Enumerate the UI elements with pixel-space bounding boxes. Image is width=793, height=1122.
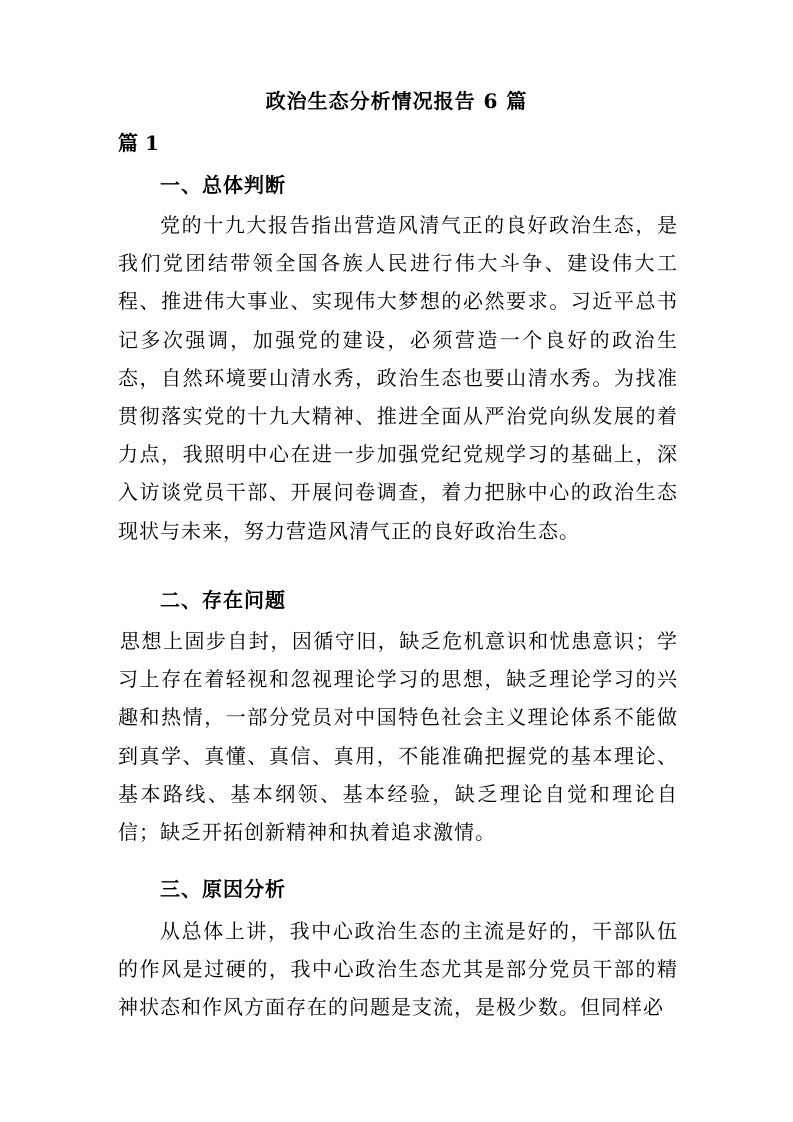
- chapter-label: 篇 1: [118, 131, 159, 155]
- section-paragraph-cause-analysis: 从总体上讲，我中心政治生态的主流是好的，干部队伍的作风是过硬的，我中心政治生态尤其是部分党员干部的精神状态和作风方面存在的问题是支流，是极少数。但同样必: [118, 919, 678, 1020]
- section-paragraph-existing-problems: 思想上固步自封，因循守旧，缺乏危机意识和忧患意识；学习上存在着轻视和忽视理论学习的思想，缺乏理论学习的兴趣和热情，一部分党员对中国特色社会主义理论体系不能做到真学、真懂、真信、真用，不能准确把握党的基本理论、基本路线、基本纲领、基本经验，缺乏理论自觉和理论自信；缺乏开拓创新精神和执着追求激情。: [118, 629, 678, 845]
- section-paragraph-overall-judgment: 党的十九大报告指出营造风清气正的良好政治生态，是我们党团结带领全国各族人民进行伟大斗争、建设伟大工程、推进伟大事业、实现伟大梦想的必然要求。习近平总书记多次强调，加强党的建设，必须营造一个良好的政治生态，自然环境要山清水秀，政治生态也要山清水秀。为找准贯彻落实党的十九大精神、推进全面从严治党向纵发展的着力点，我照明中心在进一步加强党纪党规学习的基础上，深入访谈党员干部、开展问卷调查，着力把脉中心的政治生态现状与未来，努力营造风清气正的良好政治生态。: [118, 213, 678, 543]
- section-heading-overall-judgment: 一、总体判断: [160, 173, 286, 197]
- section-heading-cause-analysis: 三、原因分析: [160, 877, 286, 901]
- section-heading-existing-problems: 二、存在问题: [160, 588, 286, 612]
- document-title: 政治生态分析情况报告 6 篇: [265, 89, 528, 113]
